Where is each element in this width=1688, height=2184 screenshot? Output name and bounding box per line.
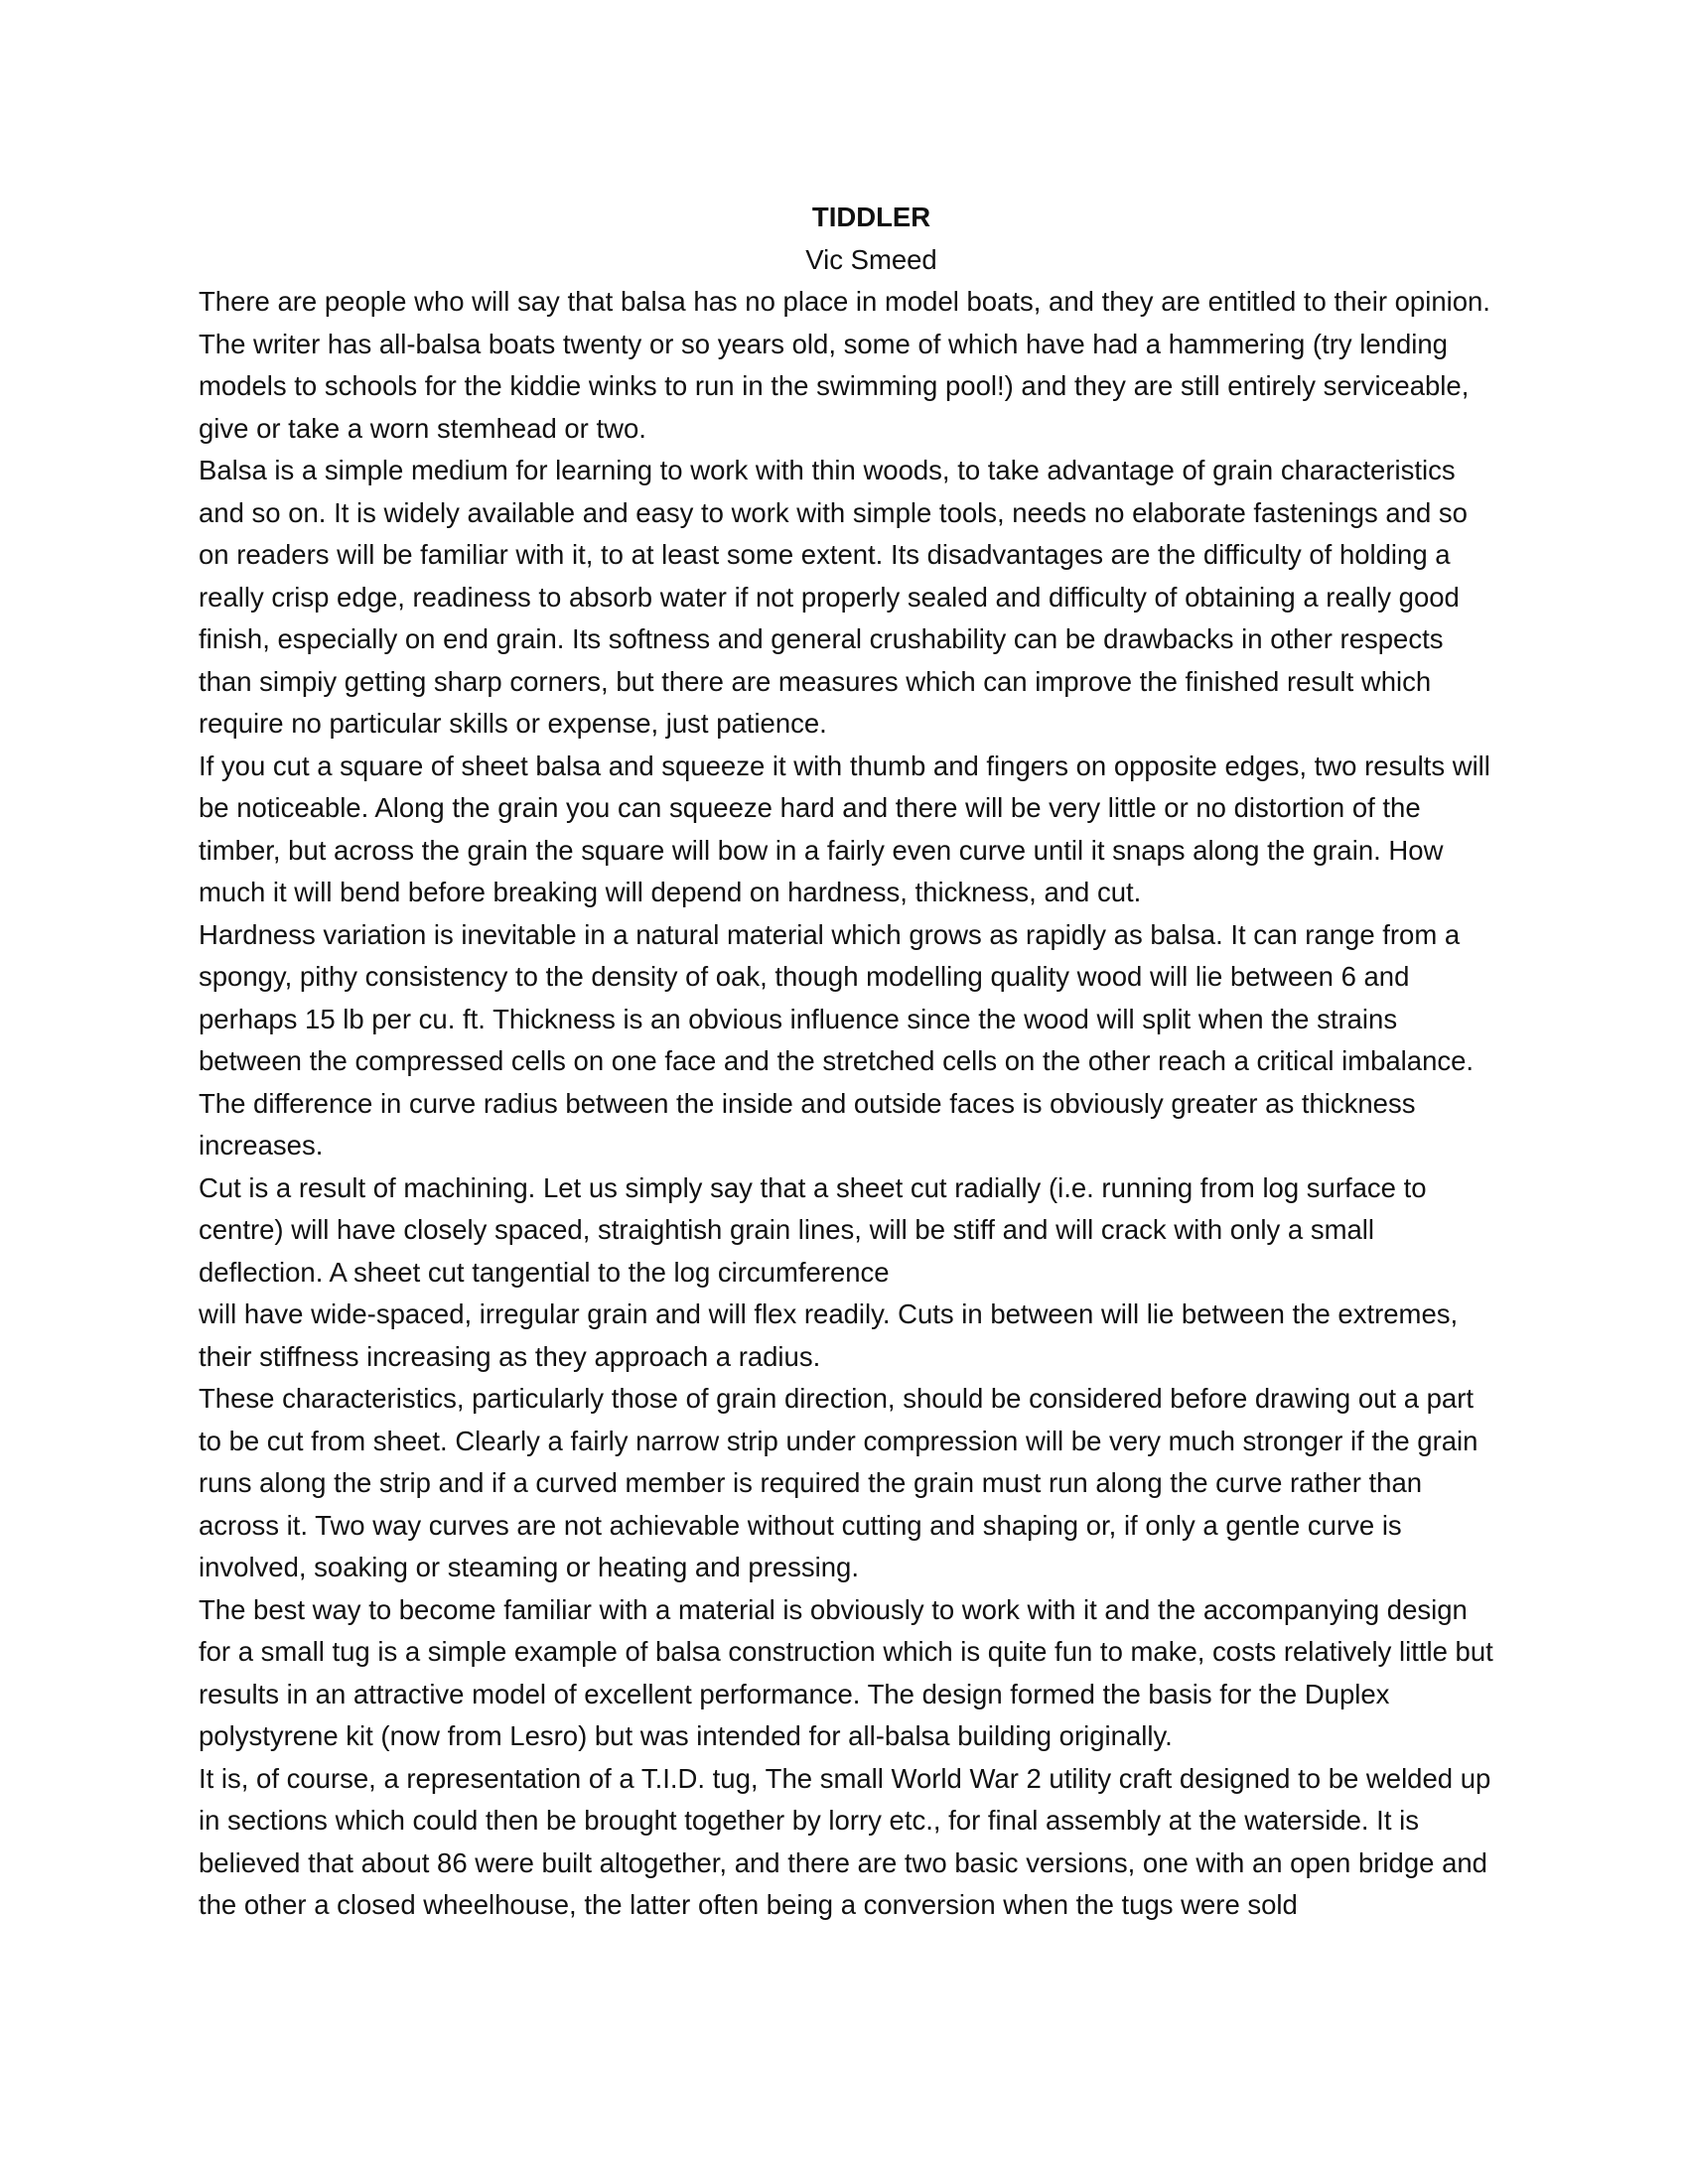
paragraph-cut-continued: will have wide-spaced, irregular grain and will flex readily. Cuts in between will lie between the extremes, their stiffness increasing as they approach a radius. (199, 1298, 1459, 1372)
paragraph-balsa-medium: Balsa is a simple medium for learning to work with thin woods, to take advantage of grain characteristics and so on. It is widely available and easy to work with simple tools, needs no elaborate fastenings and so on readers will be familiar with it, to at least some extent. Its disadvantages are the difficulty of holding a really crisp edge, readiness to absorb water if not properly sealed and difficulty of obtaining a really good finish, especially on end grain. Its softness and general crushability can be drawbacks in other respects than simpiy getting sharp corners, but there are measures which can improve the finished result which require no particular skills or expense, just patience. (199, 455, 1468, 739)
paragraph-squeeze-test: If you cut a square of sheet balsa and squeeze it with thumb and fingers on opposite edges, two results will be noticeable. Along the grain you can squeeze hard and there will be very little or no distortion of the timber, but across the grain the square will bow in a fairly even curve until it snaps along the grain. How much it will bend before breaking will depend on hardness, thickness, and cut. (199, 750, 1490, 907)
article-title: TIDDLER (811, 202, 931, 232)
paragraph-cut: Cut is a result of machining. Let us simply say that a sheet cut radially (i.e. running from log surface to centre) will have closely spaced, straightish grain lines, will be stiff and will crack with only a small deflection. A sheet cut tangential to the log circumference (199, 1171, 1427, 1288)
article-body (199, 197, 1494, 1927)
paragraph-tid-tug: It is, of course, a representation of a T.I.D. tug, The small World War 2 utility craft designed to be welded up in sections which could then be brought together by lorry etc., for final assembly at the waterside. It is believed that about 86 were built altogether, and there are two basic versions, one with an open bridge and the other a closed wheelhouse, the latter often being a conversion when the tugs were sold (199, 1762, 1491, 1920)
paragraph-tug-design: The best way to become familiar with a material is obviously to work with it and the accompanying design for a small tug is a simple example of balsa construction which is quite fun to make, costs relatively little but results in an attractive model of excellent performance. The design formed the basis for the Duplex polystyrene kit (now from Lesro) but was intended for all-balsa building originally. (199, 1593, 1493, 1751)
article-author: Vic Smeed (805, 243, 937, 275)
paragraph-hardness: Hardness variation is inevitable in a natural material which grows as rapidly as balsa. It can range from a spongy, pithy consistency to the density of oak, though modelling quality wood will lie between 6 and perhaps 15 lb per cu. ft. Thickness is an obvious influence since the wood will split when the strains between the compressed cells on one face and the stretched cells on the other reach a critical imbalance. The difference in curve radius between the inside and outside faces is obviously greater as thickness increases. (199, 918, 1475, 1160)
paragraph-grain-direction: These characteristics, particularly those of grain direction, should be considered before drawing out a part to be cut from sheet. Clearly a fairly narrow strip under compression will be very much stronger if the grain runs along the strip and if a curved member is required the grain must run along the curve rather than across it. Two way curves are not achievable without cutting and shaping or, if only a gentle curve is involved, soaking or steaming or heating and pressing. (199, 1383, 1478, 1582)
paragraph-intro: There are people who will say that balsa has no place in model boats, and they are entitled to their opinion. The writer has all-balsa boats twenty or so years old, some of which have had a hammering (try lending models to schools for the kiddie winks to run in the swimming pool!) and they are still entirely serviceable, give or take a worn stemhead or two. (199, 286, 1490, 444)
